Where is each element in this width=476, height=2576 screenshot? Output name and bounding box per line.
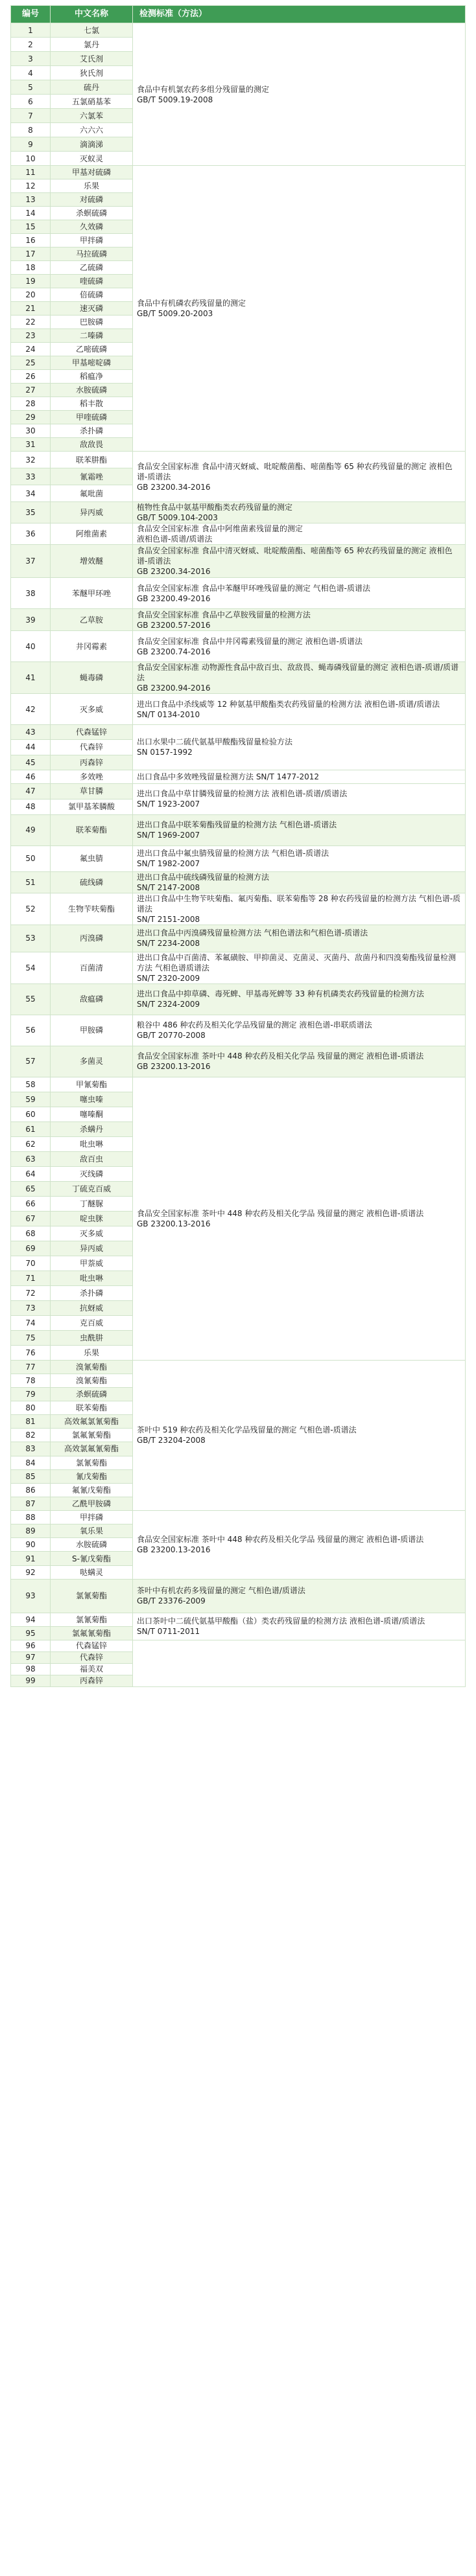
table-row [11,609,466,631]
row-number: 97 [11,1651,51,1663]
detection-standard: 食品安全国家标准 茶叶中 448 种农药及相关化学品 残留量的测定 液相色谱-质谱法 GB 23200.13-2016 [133,1510,466,1579]
row-number: 50 [11,845,51,871]
pesticide-name: 乙草胺 [51,609,133,631]
row-number: 56 [11,1015,51,1046]
pesticide-name: 氰霜唑 [51,468,133,485]
row-number: 57 [11,1046,51,1077]
pesticide-name: 福美双 [51,1663,133,1675]
pesticide-name: 杀螟硫磷 [51,207,133,220]
pesticide-name: 六氯苯 [51,109,133,123]
row-number: 60 [11,1107,51,1121]
detection-standard: 进出口食品中杀线威等 12 种氨基甲酸酯类农药残留量的检测方法 液相色谱-质谱/质谱法 SN/T 0134-2010 [133,694,466,725]
row-number: 16 [11,234,51,247]
table-row [11,1077,466,1092]
pesticide-name: 吡虫啉 [51,1136,133,1151]
detection-standard [133,1640,466,1686]
pesticide-name: 倍硫磷 [51,288,133,302]
table-row [11,725,466,740]
pesticide-name: 乙硫磷 [51,261,133,275]
pesticide-name: 溴氰菊酯 [51,1360,133,1374]
pesticide-name: 杀螨丹 [51,1121,133,1136]
detection-standard: 进出口食品中氟虫腈残留量的检测方法 气相色谱-质谱法 SN/T 1982-2007 [133,845,466,871]
row-number: 55 [11,983,51,1015]
detection-standard: 出口食品中多效唑残留量检测方法 SN/T 1477-2012 [133,770,466,783]
pesticide-name: 苯醚甲环唑 [51,578,133,609]
row-number: 15 [11,220,51,234]
pesticide-name: 甲基嘧啶磷 [51,356,133,370]
row-number: 95 [11,1626,51,1640]
pesticide-name: 硫线磷 [51,871,133,893]
detection-standard: 植物性食品中氨基甲酸酯类农药残留量的测定 GB/T 5009.104-2003 [133,502,466,523]
pesticide-name: 蝇毒磷 [51,662,133,694]
row-number: 65 [11,1181,51,1196]
row-number: 93 [11,1579,51,1613]
pesticide-name: 增效醚 [51,545,133,578]
pesticide-name: 马拉硫磷 [51,247,133,261]
pesticide-name: 氰戊菊酯 [51,1469,133,1483]
row-number: 14 [11,207,51,220]
pesticide-name: 虫酰肼 [51,1330,133,1345]
table-row [11,23,466,38]
pesticide-standards-table-container [10,5,466,1687]
pesticide-name: 乙酰甲胺磷 [51,1497,133,1510]
row-number: 28 [11,397,51,411]
row-number: 59 [11,1092,51,1107]
pesticide-name: S-氰戊菊酯 [51,1552,133,1565]
pesticide-name: 氯氰菊酯 [51,1613,133,1626]
detection-standard: 进出口食品中生物苄呋菊酯、氟丙菊酯、联苯菊酯等 28 种农药残留量的检测方法 气相色谱-质谱法 SN/T 2151-2008 [133,893,466,925]
row-number: 58 [11,1077,51,1092]
row-number: 79 [11,1388,51,1401]
row-number: 80 [11,1401,51,1415]
row-number: 72 [11,1285,51,1300]
row-number: 90 [11,1538,51,1552]
table-header-row [11,6,466,23]
table-row [11,925,466,952]
pesticide-name: 井冈霉素 [51,631,133,662]
detection-standard: 进出口食品中百菌清、苯氟磺胺、甲抑菌灵、克菌灵、灭菌丹、敌菌丹和四溴菊酯残留量检测方法 气相色谱质谱法 SN/T 2320-2009 [133,952,466,983]
detection-standard: 进出口食品中丙溴磷残留量检测方法 气相色谱法和气相色谱-质谱法 SN/T 2234-2008 [133,925,466,952]
pesticide-name: 甲喹硫磷 [51,411,133,424]
pesticide-name: 杀扑磷 [51,1285,133,1300]
row-number: 66 [11,1196,51,1211]
detection-standard: 出口茶叶中二硫代氨基甲酸酯（盐）类农药残留量的检测方法 液相色谱-质谱/质谱法 SN/T 0711-2011 [133,1613,466,1640]
pesticide-name: 水胺硫磷 [51,1538,133,1552]
detection-standard: 食品安全国家标准 食品中阿维菌素残留量的测定 液相色谱-质谱/质谱法 [133,523,466,545]
table-row [11,983,466,1015]
pesticide-name: 甲拌磷 [51,1510,133,1524]
pesticide-name: 氟氰戊菊酯 [51,1483,133,1497]
table-row [11,662,466,694]
table-row [11,1640,466,1651]
table-row [11,1360,466,1374]
pesticide-name: 噻嗪酮 [51,1107,133,1121]
pesticide-name: 抗蚜威 [51,1300,133,1315]
detection-standard: 食品安全国家标准 食品中井冈霉素残留量的测定 液相色谱-质谱法 GB 23200.74-2016 [133,631,466,662]
detection-standard: 食品中有机磷农药残留量的测定 GB/T 5009.20-2003 [133,166,466,452]
pesticide-name: 百菌清 [51,952,133,983]
table-row [11,502,466,523]
row-number: 7 [11,109,51,123]
row-number: 32 [11,452,51,468]
row-number: 82 [11,1429,51,1442]
pesticide-name: 甲萘威 [51,1256,133,1271]
row-number: 12 [11,179,51,193]
table-row [11,893,466,925]
row-number: 96 [11,1640,51,1651]
row-number: 67 [11,1211,51,1226]
row-number: 3 [11,52,51,66]
pesticide-name: 氧乐果 [51,1524,133,1538]
row-number: 83 [11,1442,51,1456]
row-number: 68 [11,1226,51,1241]
pesticide-name: 乐果 [51,179,133,193]
row-number: 1 [11,23,51,38]
pesticide-name: 高效氯氟氰菊酯 [51,1442,133,1456]
row-number: 64 [11,1166,51,1181]
row-number: 42 [11,694,51,725]
pesticide-name: 异丙威 [51,1241,133,1256]
table-row [11,783,466,799]
pesticide-name: 硫丹 [51,80,133,95]
row-number: 91 [11,1552,51,1565]
detection-standard: 进出口食品中抑草磷、毒死蜱、甲基毒死蜱等 33 种有机磷类农药残留量的检测方法 SN/T 2324-2009 [133,983,466,1015]
row-number: 63 [11,1151,51,1166]
pesticide-name: 六六六 [51,123,133,137]
pesticide-name: 草甘膦 [51,783,133,799]
row-number: 86 [11,1483,51,1497]
row-number: 11 [11,166,51,179]
pesticide-name: 杀扑磷 [51,424,133,438]
pesticide-name: 氯丹 [51,38,133,52]
pesticide-name: 多菌灵 [51,1046,133,1077]
row-number: 71 [11,1271,51,1285]
pesticide-name: 敌瘟磷 [51,983,133,1015]
row-number: 61 [11,1121,51,1136]
pesticide-name: 代森锌 [51,1651,133,1663]
row-number: 47 [11,783,51,799]
pesticide-name: 滴滴涕 [51,137,133,152]
pesticide-name: 联苯菊酯 [51,814,133,845]
pesticide-name: 对硫磷 [51,193,133,207]
pesticide-name: 氯氰菊酯 [51,1456,133,1469]
pesticide-name: 巴胺磷 [51,316,133,329]
row-number: 13 [11,193,51,207]
table-row [11,871,466,893]
table-row [11,814,466,845]
header-chinese-name: 中文名称 [51,6,133,23]
header-standard: 检测标准（方法） [133,6,466,23]
header-number: 编号 [11,6,51,23]
detection-standard: 进出口食品中草甘膦残留量的检测方法 液相色谱-质谱/质谱法 SN/T 1923-2007 [133,783,466,814]
row-number: 48 [11,799,51,814]
row-number: 23 [11,329,51,343]
pesticide-name: 代森锰锌 [51,1640,133,1651]
row-number: 49 [11,814,51,845]
row-number: 24 [11,343,51,356]
row-number: 74 [11,1315,51,1330]
table-row [11,1046,466,1077]
row-number: 33 [11,468,51,485]
table-body [11,23,466,1687]
row-number: 35 [11,502,51,523]
row-number: 26 [11,370,51,384]
row-number: 20 [11,288,51,302]
pesticide-name: 速灭磷 [51,302,133,316]
row-number: 76 [11,1345,51,1360]
row-number: 39 [11,609,51,631]
row-number: 69 [11,1241,51,1256]
pesticide-name: 乐果 [51,1345,133,1360]
row-number: 92 [11,1565,51,1579]
row-number: 84 [11,1456,51,1469]
row-number: 43 [11,725,51,740]
pesticide-name: 代森锰锌 [51,725,133,740]
pesticide-name: 稻丰散 [51,397,133,411]
row-number: 51 [11,871,51,893]
row-number: 45 [11,755,51,770]
row-number: 88 [11,1510,51,1524]
pesticide-name: 多效唑 [51,770,133,783]
table-row [11,1510,466,1524]
detection-standard: 粮谷中 486 种农药及相关化学品残留量的测定 液相色谱-串联质谱法 GB/T 20770-2008 [133,1015,466,1046]
detection-standard: 进出口食品中联苯菊酯残留量的检测方法 气相色谱-质谱法 SN/T 1969-2007 [133,814,466,845]
pesticide-name: 氟吡菌 [51,485,133,502]
row-number: 87 [11,1497,51,1510]
table-row [11,452,466,468]
pesticide-name: 敌百虫 [51,1151,133,1166]
row-number: 77 [11,1360,51,1374]
detection-standard: 茶叶中 519 种农药及相关化学品残留量的测定 气相色谱-质谱法 GB/T 23204-2008 [133,1360,466,1510]
pesticide-name: 艾氏剂 [51,52,133,66]
pesticide-name: 二嗪磷 [51,329,133,343]
row-number: 85 [11,1469,51,1483]
pesticide-name: 狄氏剂 [51,66,133,80]
row-number: 81 [11,1415,51,1429]
pesticide-name: 灭多威 [51,1226,133,1241]
detection-standard: 茶叶中有机农药多残留量的测定 气相色谱/质谱法 GB/T 23376-2009 [133,1579,466,1613]
table-row [11,694,466,725]
detection-standard: 食品安全国家标准 食品中清灭蚜威、吡啶酸菌酯、嘧菌酯等 65 种农药残留量的测定 液相色谱-质谱法 GB 23200.34-2016 [133,545,466,578]
pesticide-name: 丙森锌 [51,755,133,770]
row-number: 89 [11,1524,51,1538]
table-row [11,770,466,783]
table-row [11,1579,466,1613]
detection-standard: 食品安全国家标准 食品中苯醚甲环唑残留量的测定 气相色谱-质谱法 GB 23200.49-2016 [133,578,466,609]
row-number: 73 [11,1300,51,1315]
pesticide-standards-table [10,5,466,1687]
detection-standard: 食品安全国家标准 动物源性食品中敌百虫、敌敌畏、蝇毒磷残留量的测定 液相色谱-质谱/质谱法 GB 23200.94-2016 [133,662,466,694]
pesticide-name: 五氯硝基苯 [51,95,133,109]
detection-standard: 食品安全国家标准 食品中清灭蚜威、吡啶酸菌酯、嘧菌酯等 65 种农药残留量的测定 液相色谱-质谱法 GB 23200.34-2016 [133,452,466,502]
row-number: 38 [11,578,51,609]
pesticide-name: 代森锌 [51,740,133,755]
detection-standard: 出口水果中二硫代氨基甲酸酯残留量检验方法 SN 0157-1992 [133,725,466,770]
row-number: 46 [11,770,51,783]
row-number: 78 [11,1374,51,1388]
pesticide-name: 生物苄呋菊酯 [51,893,133,925]
pesticide-name: 联苯肼酯 [51,452,133,468]
row-number: 10 [11,152,51,166]
row-number: 21 [11,302,51,316]
pesticide-name: 高效氟氯氰菊酯 [51,1415,133,1429]
pesticide-name: 稻瘟净 [51,370,133,384]
table-row [11,1015,466,1046]
row-number: 17 [11,247,51,261]
pesticide-name: 氯氰菊酯 [51,1579,133,1613]
pesticide-name: 丁醚脲 [51,1196,133,1211]
pesticide-name: 乙嘧硫磷 [51,343,133,356]
pesticide-name: 克百威 [51,1315,133,1330]
row-number: 6 [11,95,51,109]
pesticide-name: 灭蚁灵 [51,152,133,166]
row-number: 40 [11,631,51,662]
row-number: 5 [11,80,51,95]
row-number: 53 [11,925,51,952]
pesticide-name: 喹硫磷 [51,275,133,288]
pesticide-name: 丙溴磷 [51,925,133,952]
row-number: 9 [11,137,51,152]
detection-standard: 食品安全国家标准 茶叶中 448 种农药及相关化学品 残留量的测定 液相色谱-质谱法 GB 23200.13-2016 [133,1046,466,1077]
pesticide-name: 敌敌畏 [51,438,133,452]
pesticide-name: 甲氰菊酯 [51,1077,133,1092]
row-number: 8 [11,123,51,137]
table-row [11,545,466,578]
row-number: 36 [11,523,51,545]
pesticide-name: 灭多威 [51,694,133,725]
table-row [11,166,466,179]
row-number: 25 [11,356,51,370]
pesticide-name: 异丙威 [51,502,133,523]
pesticide-name: 甲基对硫磷 [51,166,133,179]
row-number: 30 [11,424,51,438]
pesticide-name: 氯氟氰菊酯 [51,1626,133,1640]
row-number: 2 [11,38,51,52]
pesticide-name: 吡虫啉 [51,1271,133,1285]
row-number: 37 [11,545,51,578]
row-number: 62 [11,1136,51,1151]
row-number: 75 [11,1330,51,1345]
pesticide-name: 联苯菊酯 [51,1401,133,1415]
pesticide-name: 丙森锌 [51,1675,133,1686]
row-number: 52 [11,893,51,925]
row-number: 34 [11,485,51,502]
table-row [11,578,466,609]
detection-standard: 食品安全国家标准 茶叶中 448 种农药及相关化学品 残留量的测定 液相色谱-质谱法 GB 23200.13-2016 [133,1077,466,1360]
row-number: 4 [11,66,51,80]
table-row [11,523,466,545]
row-number: 22 [11,316,51,329]
row-number: 27 [11,384,51,397]
pesticide-name: 氯氟氰菊酯 [51,1429,133,1442]
row-number: 54 [11,952,51,983]
table-row [11,631,466,662]
pesticide-name: 水胺硫磷 [51,384,133,397]
pesticide-name: 啶虫脒 [51,1211,133,1226]
pesticide-name: 灭线磷 [51,1166,133,1181]
pesticide-name: 七氯 [51,23,133,38]
row-number: 94 [11,1613,51,1626]
row-number: 70 [11,1256,51,1271]
pesticide-name: 阿维菌素 [51,523,133,545]
pesticide-name: 噻虫嗪 [51,1092,133,1107]
table-row [11,952,466,983]
detection-standard: 食品中有机氯农药多组分残留量的测定 GB/T 5009.19-2008 [133,23,466,166]
row-number: 44 [11,740,51,755]
pesticide-name: 甲拌磷 [51,234,133,247]
row-number: 41 [11,662,51,694]
detection-standard: 食品安全国家标准 食品中乙草胺残留量的检测方法 GB 23200.57-2016 [133,609,466,631]
pesticide-name: 氟虫腈 [51,845,133,871]
pesticide-name: 哒螨灵 [51,1565,133,1579]
pesticide-name: 丁硫克百威 [51,1181,133,1196]
table-row [11,845,466,871]
row-number: 18 [11,261,51,275]
row-number: 29 [11,411,51,424]
pesticide-name: 甲胺磷 [51,1015,133,1046]
row-number: 19 [11,275,51,288]
pesticide-name: 溴氰菊酯 [51,1374,133,1388]
table-row [11,1613,466,1626]
pesticide-name: 氯甲基苯膦酸 [51,799,133,814]
row-number: 99 [11,1675,51,1686]
row-number: 98 [11,1663,51,1675]
detection-standard: 进出口食品中硫线磷残留量的检测方法 SN/T 2147-2008 [133,871,466,893]
row-number: 31 [11,438,51,452]
pesticide-name: 久效磷 [51,220,133,234]
pesticide-name: 杀螟硫磷 [51,1388,133,1401]
